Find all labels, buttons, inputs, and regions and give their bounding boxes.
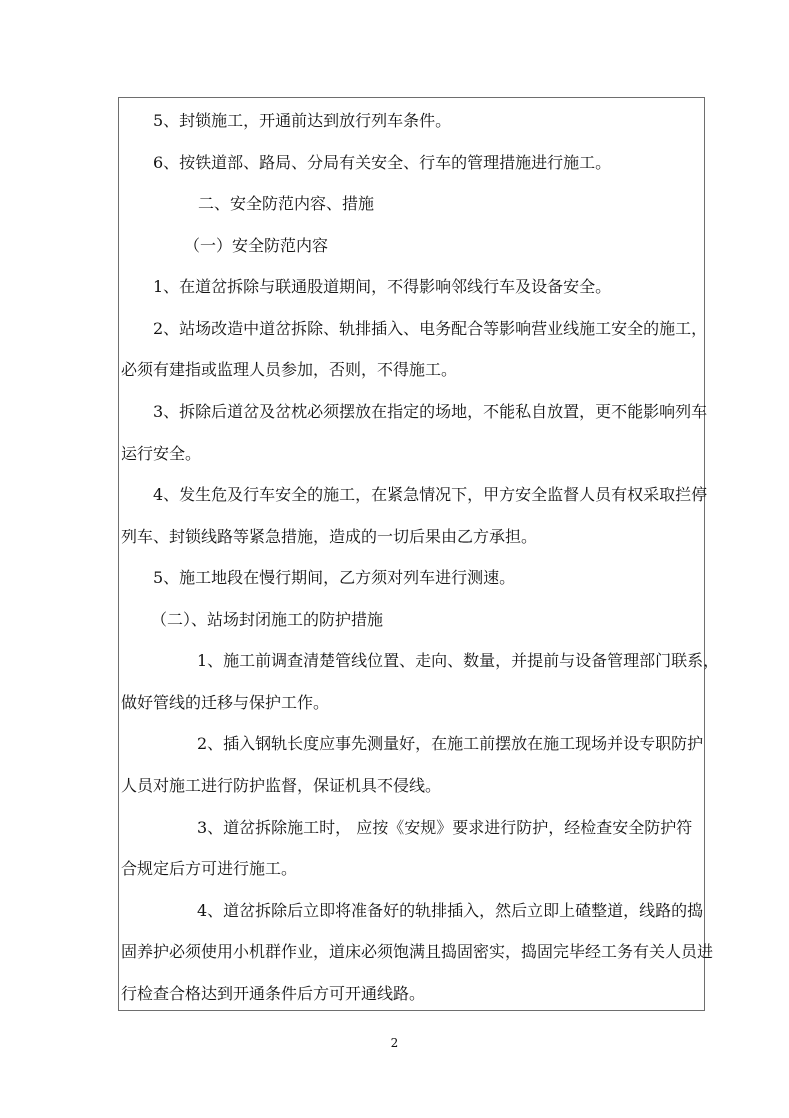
page-number: 2 xyxy=(390,1036,399,1050)
text-line: 列车、封锁线路等紧急措施，造成的一切后果由乙方承担。 xyxy=(121,526,538,546)
section-heading: 二、安全防范内容、措施 xyxy=(198,194,375,214)
text-line: 4、道岔拆除后立即将准备好的轨排插入，然后立即上碴整道，线路的捣 xyxy=(197,900,704,920)
text-line: 行检查合格达到开通条件后方可开通线路。 xyxy=(121,983,426,1003)
text-line: 固养护必须使用小机群作业，道床必须饱满且捣固密实，捣固完毕经工务有关人员进 xyxy=(121,942,714,962)
content-table-cell xyxy=(118,97,720,1011)
text-line: 5、施工地段在慢行期间，乙方须对列车进行测速。 xyxy=(153,568,516,588)
text-line: 做好管线的迁移与保护工作。 xyxy=(121,692,330,712)
text-line: 3、道岔拆除施工时， 应按《安规》要求进行防护，经检查安全防护符 xyxy=(197,817,693,837)
text-line: 1、在道岔拆除与联通股道期间，不得影响邻线行车及设备安全。 xyxy=(153,277,612,297)
text-line: 人员对施工进行防护监督，保证机具不侵线。 xyxy=(121,776,442,795)
text-line: 3、拆除后道岔及岔枕必须摆放在指定的场地，不能私自放置，更不能影响列车 xyxy=(153,401,708,421)
text-line: 5、封锁施工，开通前达到放行列车条件。 xyxy=(153,111,452,130)
text-line: 6、按铁道部、路局、分局有关安全、行车的管理措施进行施工。 xyxy=(153,152,612,172)
subsection-heading: （一）安全防范内容 xyxy=(184,235,329,255)
text-line: 1、施工前调查清楚管线位置、走向、数量，并提前与设备管理部门联系， xyxy=(197,651,720,671)
text-line: 2、插入钢轨长度应事先测量好，在施工前摆放在施工现场并设专职防护 xyxy=(197,734,704,754)
subsection-heading: （二）、站场封闭施工的防护措施 xyxy=(151,609,384,629)
text-line: 合规定后方可进行施工。 xyxy=(121,859,298,879)
text-line: 运行安全。 xyxy=(121,443,202,463)
text-line: 2、站场改造中道岔拆除、轨排插入、电务配合等影响营业线施工安全的施工， xyxy=(153,318,708,338)
text-line: 4、发生危及行车安全的施工，在紧急情况下，甲方安全监督人员有权采取拦停 xyxy=(153,485,708,505)
text-line: 必须有建指或监理人员参加，否则，不得施工。 xyxy=(121,360,458,380)
document-body xyxy=(121,100,720,1014)
